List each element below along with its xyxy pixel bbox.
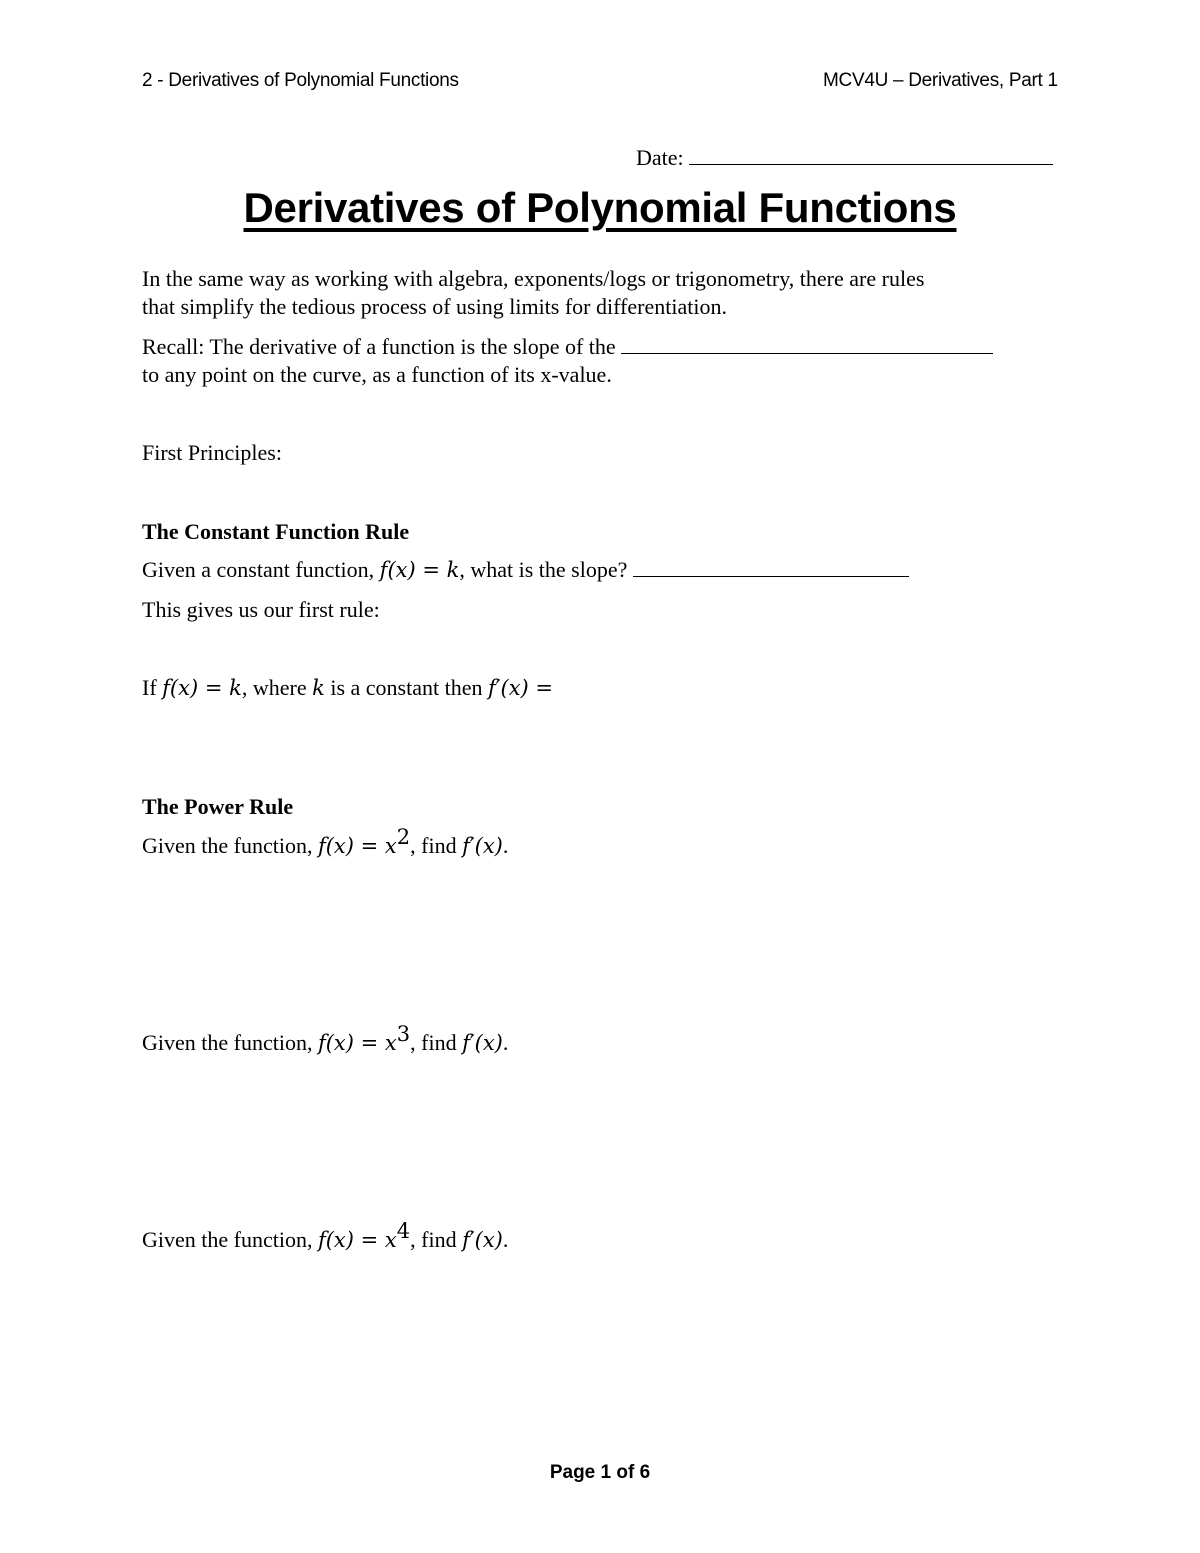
item-exponent: 4 bbox=[396, 1218, 411, 1243]
if-math: f(x) = k bbox=[162, 676, 242, 700]
intro-line-2: that simplify the tedious process of using limits for differentiation. bbox=[142, 294, 727, 319]
item-end: . bbox=[502, 1030, 509, 1055]
intro-line-1: In the same way as working with algebra, exponents/logs or trigonometry, there are rules bbox=[142, 266, 925, 291]
item-function: f(x) = x bbox=[317, 834, 397, 858]
header-right: MCV4U – Derivatives, Part 1 bbox=[823, 70, 1058, 91]
item-exponent: 2 bbox=[396, 824, 411, 849]
power-item bbox=[142, 824, 509, 859]
constant-rule-heading: The Constant Function Rule bbox=[142, 519, 410, 544]
item-end: . bbox=[502, 833, 509, 858]
item-derivative: f′(x) bbox=[462, 1031, 503, 1055]
item-derivative: f′(x) bbox=[462, 834, 503, 858]
item-exponent: 3 bbox=[396, 1021, 411, 1046]
item-prefix: Given the function, bbox=[142, 1227, 313, 1252]
power-item bbox=[142, 1218, 509, 1253]
date-field bbox=[636, 145, 1053, 171]
date-label: Date: bbox=[636, 145, 684, 170]
recall-text: Recall: The derivative of a function is the slope of the bbox=[142, 334, 616, 359]
recall-line-2: to any point on the curve, as a function of its x-value. bbox=[142, 362, 612, 387]
header-left: 2 - Derivatives of Polynomial Functions bbox=[142, 70, 459, 91]
constant-function-math: f(x) = k bbox=[379, 558, 460, 582]
date-blank bbox=[689, 146, 1053, 165]
item-prefix: Given the function, bbox=[142, 833, 313, 858]
constant-rule-question bbox=[142, 557, 909, 583]
page-number: Page 1 of 6 bbox=[549, 1462, 651, 1483]
item-prefix: Given the function, bbox=[142, 1030, 313, 1055]
where-word: , where bbox=[241, 675, 307, 700]
item-find: , find bbox=[410, 1030, 457, 1055]
first-rule-text: This gives us our first rule: bbox=[142, 597, 380, 622]
question-suffix: , what is the slope? bbox=[459, 557, 628, 582]
k-symbol: k bbox=[312, 676, 325, 700]
item-function: f(x) = x bbox=[317, 1228, 397, 1252]
item-derivative: f′(x) bbox=[462, 1228, 503, 1252]
first-principles-label: First Principles: bbox=[142, 440, 282, 465]
slope-blank bbox=[633, 558, 909, 577]
question-prefix: Given a constant function, bbox=[142, 557, 375, 582]
item-end: . bbox=[502, 1227, 509, 1252]
item-find: , find bbox=[410, 1227, 457, 1252]
power-item bbox=[142, 1021, 509, 1056]
derivative-math: f′(x) = bbox=[487, 676, 554, 700]
item-function: f(x) = x bbox=[317, 1031, 397, 1055]
constant-rule-statement bbox=[142, 675, 553, 701]
constant-then: is a constant then bbox=[330, 675, 483, 700]
recall-blank bbox=[621, 335, 993, 354]
if-word: If bbox=[142, 675, 157, 700]
power-rule-heading: The Power Rule bbox=[142, 794, 294, 819]
recall-line-1 bbox=[142, 334, 993, 360]
item-find: , find bbox=[410, 833, 457, 858]
page-title: Derivatives of Polynomial Functions bbox=[243, 184, 957, 231]
